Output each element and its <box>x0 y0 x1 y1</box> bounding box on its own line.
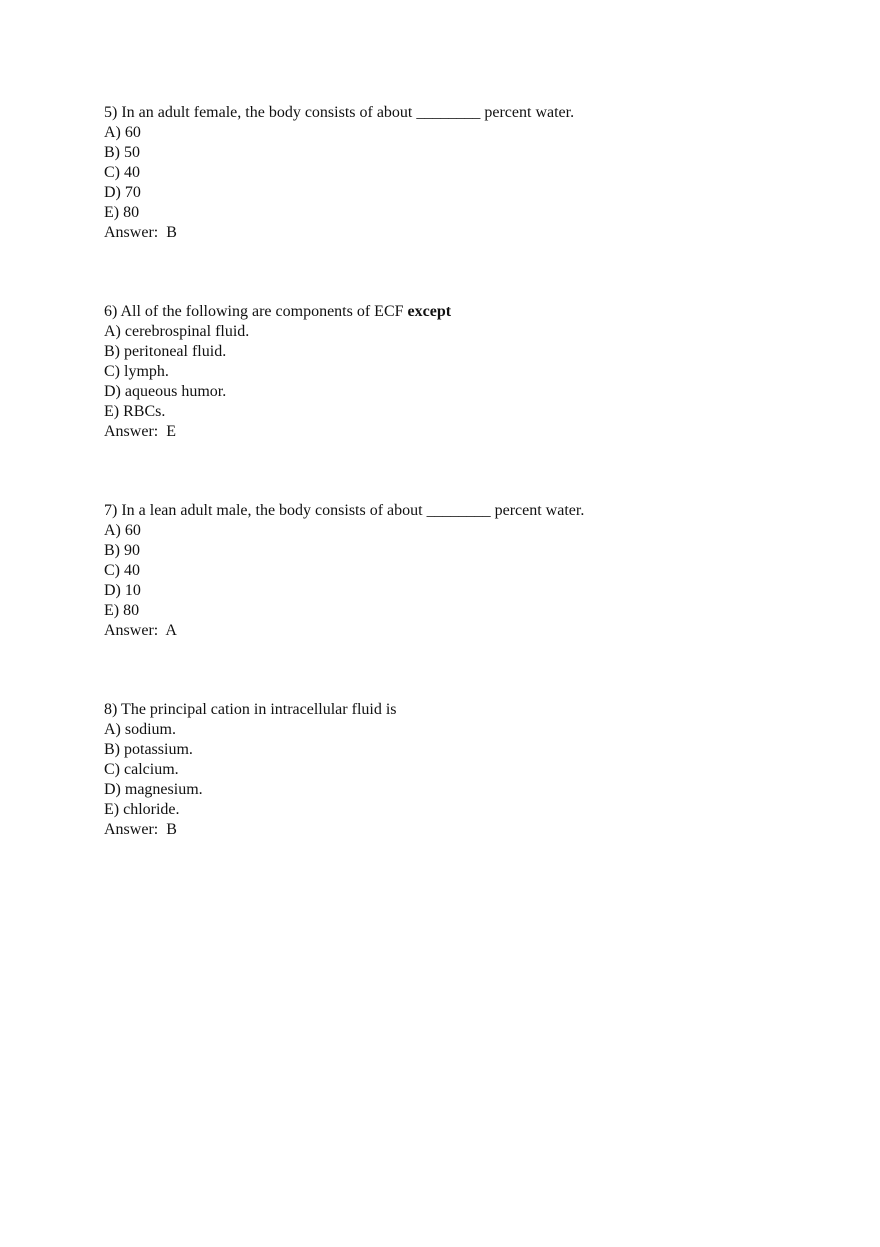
option-c: C) 40 <box>104 562 140 579</box>
option-e: E) RBCs. <box>104 403 166 420</box>
question-gap <box>104 641 804 700</box>
answer-line: Answer: B <box>104 224 177 241</box>
question-8 <box>104 700 804 840</box>
option-d: D) 10 <box>104 582 141 599</box>
option-c: C) lymph. <box>104 363 169 380</box>
option-c: C) calcium. <box>104 761 179 778</box>
option-d: D) magnesium. <box>104 781 203 798</box>
question-stem <box>104 700 804 720</box>
question-stem-text: 7) In a lean adult male, the body consists of about ________ percent water. <box>104 502 585 519</box>
option-e: E) 80 <box>104 204 140 221</box>
option-c: C) 40 <box>104 164 140 181</box>
question-gap <box>104 243 804 302</box>
option-e: E) chloride. <box>104 801 180 818</box>
answer-line: Answer: E <box>104 423 176 440</box>
option-b: B) peritoneal fluid. <box>104 343 227 360</box>
answer-line: Answer: B <box>104 821 177 838</box>
question-stem-emphasis: except <box>407 303 452 320</box>
option-b: B) 90 <box>104 542 140 559</box>
option-b: B) 50 <box>104 144 140 161</box>
question-stem <box>104 501 804 521</box>
option-d: D) 70 <box>104 184 141 201</box>
question-stem-text: 6) All of the following are components of ECF <box>104 303 408 320</box>
option-b: B) potassium. <box>104 741 193 758</box>
question-6 <box>104 302 804 442</box>
question-document <box>104 103 804 840</box>
question-gap <box>104 442 804 501</box>
question-7 <box>104 501 804 641</box>
option-a: A) 60 <box>104 124 141 141</box>
option-e: E) 80 <box>104 602 140 619</box>
question-stem <box>104 103 804 123</box>
option-a: A) 60 <box>104 522 141 539</box>
option-d: D) aqueous humor. <box>104 383 227 400</box>
question-stem <box>104 302 804 322</box>
answer-line: Answer: A <box>104 622 177 639</box>
question-stem-text: 8) The principal cation in intracellular fluid is <box>104 701 397 718</box>
option-a: A) sodium. <box>104 721 176 738</box>
option-a: A) cerebrospinal fluid. <box>104 323 250 340</box>
question-5 <box>104 103 804 243</box>
question-stem-text: 5) In an adult female, the body consists of about ________ percent water. <box>104 104 575 121</box>
